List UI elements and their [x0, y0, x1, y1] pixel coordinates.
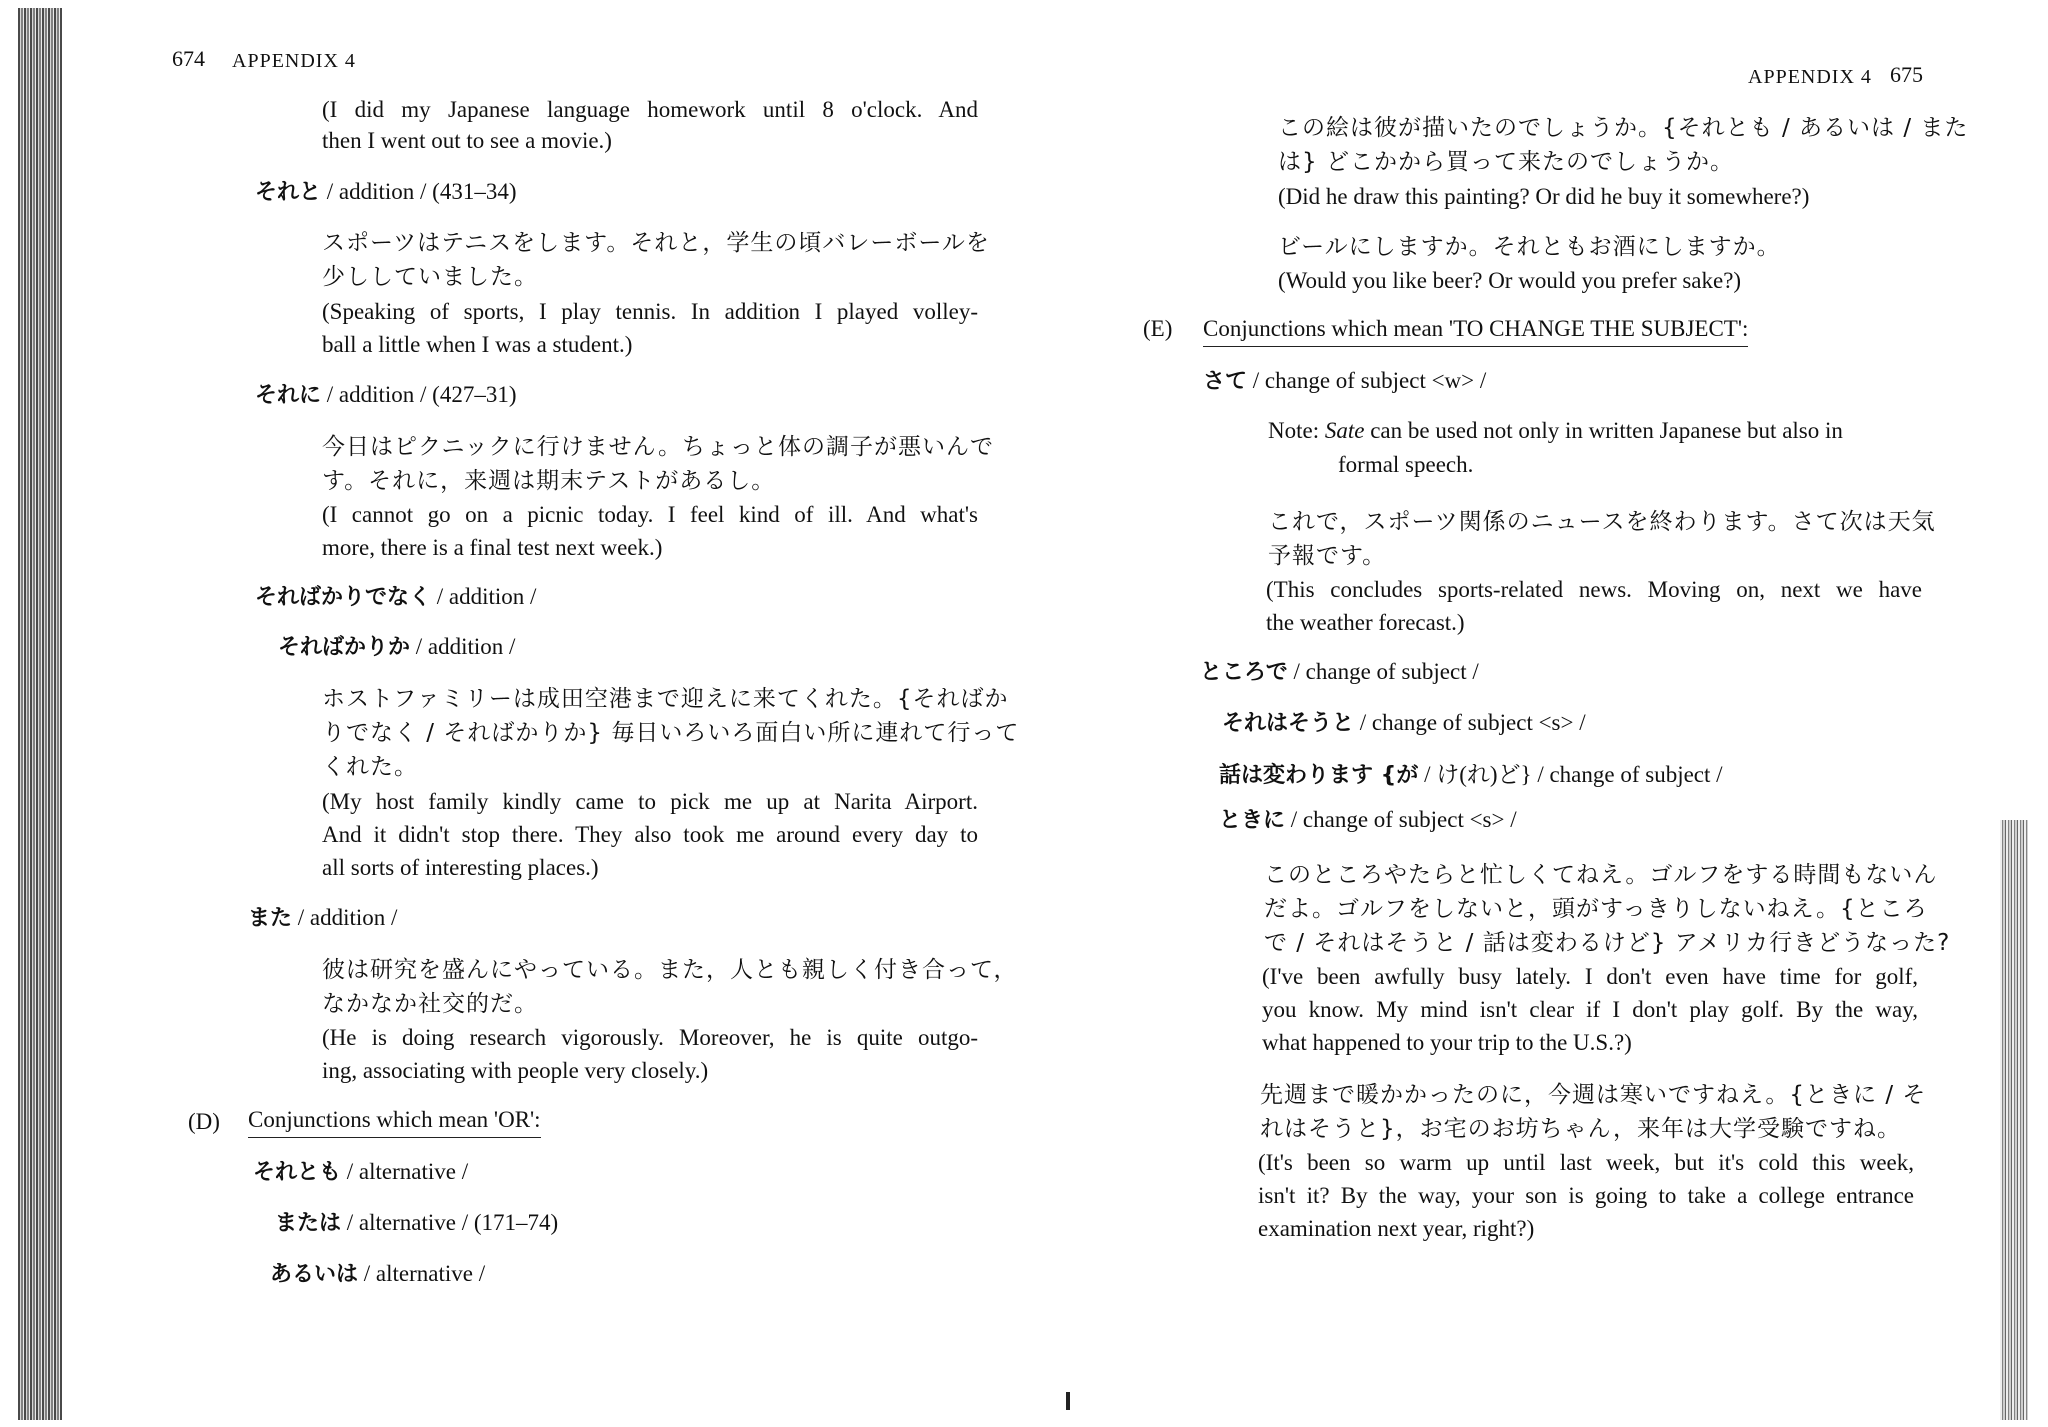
conjunction-entry: それとも / alternative / [253, 1159, 469, 1185]
japanese-example-line: このところやたらと忙しくてねえ。ゴルフをする時間もないん [1264, 862, 1938, 888]
right-running-header: APPENDIX 4 [1748, 66, 1872, 88]
note-line [1268, 416, 1843, 446]
left-running-header: APPENDIX 4 [232, 50, 356, 72]
japanese-example-line: なかなか社交的だ。 [322, 991, 538, 1017]
japanese-example-line: これで，スポーツ関係のニュースを終わります。さて次は天気 [1268, 509, 1936, 535]
english-translation-line: (I cannot go on a picnic today. I feel kind of ill. And what's [322, 502, 978, 527]
japanese-example-line: 今日はピクニックに行けません。ちょっと体の調子が悪いんで [322, 434, 994, 460]
conjunction-entry: また / addition / [248, 905, 398, 931]
japanese-example-line: す。それに，来週は期末テストがあるし。 [322, 468, 776, 494]
english-translation-line: (He is doing research vigorously. Moreover, he is quite outgo- [322, 1025, 978, 1050]
english-translation-line: more, there is a final test next week.) [322, 535, 663, 560]
english-translation-line: ing, associating with people very closely.) [322, 1058, 709, 1083]
english-translation-line: the weather forecast.) [1266, 610, 1465, 635]
english-translation-line: then I went out to see a movie.) [322, 128, 612, 153]
section-e-letter: (E) [1143, 316, 1173, 341]
english-translation-line: (I did my Japanese language homework until 8 o'clock. And [322, 97, 978, 122]
conjunction-entry: それに / addition / (427–31) [255, 382, 517, 408]
book-binding-left [18, 8, 62, 1420]
english-translation-line: (My host family kindly came to pick me up at Narita Airport. [322, 789, 978, 814]
japanese-example-line: ビールにしますか。それともお酒にしますか。 [1278, 234, 1781, 260]
english-translation-line: (Would you like beer? Or would you prefer sake?) [1278, 268, 1742, 293]
gutter-mark [1066, 1392, 1070, 1410]
english-translation-line: (This concludes sports-related news. Moving on, next we have [1266, 577, 1922, 602]
english-translation-line: (Speaking of sports, I play tennis. In addition I played volley- [322, 299, 978, 324]
japanese-example-line: くれた。 [322, 754, 418, 780]
section-d-title: Conjunctions which mean 'OR': [248, 1105, 541, 1138]
english-translation-line: what happened to your trip to the U.S.?) [1262, 1030, 1632, 1055]
section-d-letter: (D) [188, 1109, 220, 1134]
left-page-number: 674 [172, 46, 205, 71]
english-translation-line: And it didn't stop there. They also took me around every day to [322, 822, 978, 847]
japanese-example-line: 少ししていました。 [322, 264, 538, 290]
japanese-example-line: れはそうと}，お宅のお坊ちゃん，来年は大学受験ですね。 [1260, 1116, 1902, 1142]
note-text: can be used not only in written Japanese but also in [1364, 418, 1843, 443]
english-translation-line: all sorts of interesting places.) [322, 855, 599, 880]
english-translation-line: ball a little when I was a student.) [322, 332, 633, 357]
japanese-example-line: で / それはそうと / 話は変わるけど} アメリカ行きどうなった? [1264, 930, 1951, 956]
japanese-example-line: この絵は彼が描いたのでしょうか。{それとも / あるいは / また [1278, 115, 1969, 141]
book-binding-right [2000, 820, 2028, 1420]
section-e-title: Conjunctions which mean 'TO CHANGE THE SUBJECT': [1203, 314, 1748, 347]
english-translation-line: (It's been so warm up until last week, but it's cold this week, [1258, 1150, 1914, 1175]
english-translation-line: formal speech. [1338, 452, 1474, 477]
conjunction-entry: 話は変わります {が / け(れ)ど} / change of subject / [1219, 762, 1723, 788]
conjunction-entry: ところで / change of subject / [1200, 659, 1479, 685]
conjunction-entry: そればかりか / addition / [278, 634, 516, 660]
japanese-example-line: 予報です。 [1268, 543, 1387, 569]
english-translation-line: (Did he draw this painting? Or did he buy it somewhere?) [1278, 184, 1810, 209]
english-translation-line: you know. My mind isn't clear if I don't play golf. By the way, [1262, 997, 1918, 1022]
right-page-number: 675 [1890, 62, 1923, 87]
note-term: Sate [1324, 418, 1365, 443]
conjunction-entry: それと / addition / (431–34) [255, 179, 517, 205]
japanese-example-line: スポーツはテニスをします。それと，学生の頃バレーボールを [322, 230, 990, 256]
japanese-example-line: 先週まで暖かかったのに，今週は寒いですねえ。{ときに / そ [1260, 1082, 1927, 1108]
conjunction-entry: そればかりでなく / addition / [255, 584, 537, 610]
conjunction-entry: あるいは / alternative / [270, 1261, 486, 1287]
conjunction-entry: または / alternative / (171–74) [275, 1210, 559, 1236]
japanese-example-line: だよ。ゴルフをしないと，頭がすっきりしないねえ。{ところ [1264, 896, 1928, 922]
japanese-example-line: ホストファミリーは成田空港まで迎えに来てくれた。{そればか [322, 686, 1009, 712]
conjunction-entry: ときに / change of subject <s> / [1219, 807, 1517, 833]
japanese-example-line: 彼は研究を盛んにやっている。また，人とも親しく付き合って， [322, 957, 1018, 983]
english-translation-line: isn't it? By the way, your son is going to take a college entrance [1258, 1183, 1914, 1208]
english-translation-line: (I've been awfully busy lately. I don't even have time for golf, [1262, 964, 1918, 989]
conjunction-entry: それはそうと / change of subject <s> / [1222, 710, 1586, 736]
english-translation-line: examination next year, right?) [1258, 1216, 1535, 1241]
note-label: Note: [1268, 418, 1320, 443]
japanese-example-line: は} どこかから買って来たのでしょうか。 [1278, 149, 1734, 175]
japanese-example-line: りでなく / そればかりか} 毎日いろいろ面白い所に連れて行って [322, 720, 1020, 746]
conjunction-entry: さて / change of subject <w> / [1203, 368, 1487, 394]
